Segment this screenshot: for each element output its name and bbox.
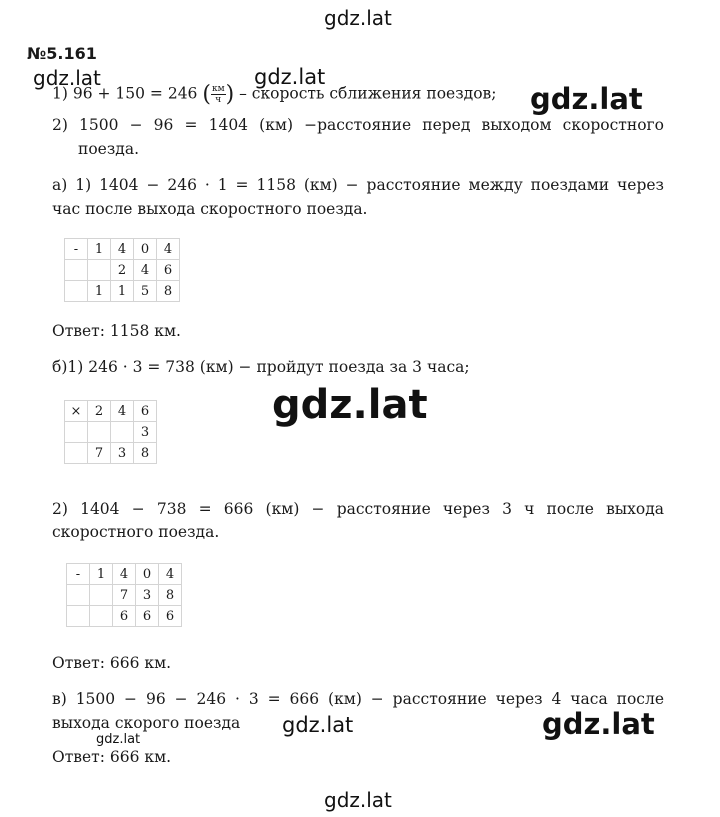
calc-cell: 8 [157, 281, 180, 302]
calc-cell: 3 [134, 422, 157, 443]
part-v-line-2: выхода скорого поезда [52, 714, 241, 732]
calc-cell: 3 [136, 585, 159, 606]
calc-cell [67, 606, 90, 627]
watermark-bottom: gdz.lat [324, 788, 392, 812]
watermark-small-left: gdz.lat [33, 66, 101, 90]
open-paren: ( [202, 82, 211, 107]
calc-cell [90, 606, 113, 627]
table-row [67, 585, 182, 606]
table-row [67, 606, 182, 627]
calc-table-b1 [64, 400, 157, 464]
calc-cell: 6 [134, 401, 157, 422]
calc-cell: - [67, 564, 90, 585]
unit-fraction [211, 84, 226, 105]
step-1-suffix: – скорость сближения поездов; [239, 84, 497, 103]
calc-cell: 1 [111, 281, 134, 302]
table-row [65, 239, 180, 260]
calc-table-a [64, 238, 180, 302]
calc-cell: 3 [111, 443, 134, 464]
watermark-large-right: gdz.lat [530, 82, 643, 116]
calc-cell: 7 [88, 443, 111, 464]
part-a-line-1: а) 1) 1404 − 246 · 1 = 1158 (км) − расстояние между поездами через [52, 176, 664, 194]
table-row [65, 422, 157, 443]
calc-cell: 1 [88, 281, 111, 302]
calc-cell: 8 [159, 585, 182, 606]
step-1 [52, 82, 496, 107]
calc-cell: 0 [136, 564, 159, 585]
watermark-tiny: gdz.lat [96, 732, 141, 747]
calc-cell [65, 260, 88, 281]
table-row [65, 281, 180, 302]
watermark-lower-middle: gdz.lat [282, 713, 354, 737]
calc-cell: 0 [134, 239, 157, 260]
calc-cell: 6 [113, 606, 136, 627]
unit-denominator: ч [215, 95, 222, 105]
calc-cell: 4 [111, 401, 134, 422]
part-b-step-2-line-1: 2) 1404 − 738 = 666 (км) − расстояние через 3 ч после выхода [52, 500, 664, 518]
calc-cell [67, 585, 90, 606]
calc-cell: - [65, 239, 88, 260]
part-a-answer: Ответ: 1158 км. [52, 322, 181, 340]
calc-cell: 6 [136, 606, 159, 627]
calc-cell: 2 [111, 260, 134, 281]
part-b-step-2-line-2: скоростного поезда. [52, 523, 220, 541]
step-2-line-1: 2) 1500 − 96 = 1404 (км) −расстояние перед выходом скоростного [52, 116, 664, 134]
calc-cell: 2 [88, 401, 111, 422]
calc-cell: 4 [157, 239, 180, 260]
calc-cell: 4 [159, 564, 182, 585]
watermark-medium: gdz.lat [254, 65, 326, 89]
part-b-line-1: б)1) 246 · 3 = 738 (км) − пройдут поезда за 3 часа; [52, 358, 470, 376]
calc-cell: 4 [134, 260, 157, 281]
calc-cell: 8 [134, 443, 157, 464]
calc-cell [65, 422, 88, 443]
step-2-line-2: поезда. [78, 140, 140, 158]
calc-cell [111, 422, 134, 443]
calc-cell: 6 [159, 606, 182, 627]
part-v-answer: Ответ: 666 км. [52, 748, 172, 766]
calc-cell [88, 260, 111, 281]
watermark-center-big: gdz.lat [272, 382, 428, 428]
part-v-line-1: в) 1500 − 96 − 246 · 3 = 666 (км) − расстояние через 4 часа после [52, 690, 664, 708]
calc-cell [88, 422, 111, 443]
calc-table-b2 [66, 563, 182, 627]
calc-cell: 1 [88, 239, 111, 260]
calc-cell: 1 [90, 564, 113, 585]
table-row [65, 260, 180, 281]
watermark-lower-right: gdz.lat [542, 707, 655, 741]
problem-number: №5.161 [27, 44, 97, 63]
table-row [67, 564, 182, 585]
unit-numerator: км [211, 84, 225, 94]
calc-cell: 6 [157, 260, 180, 281]
calc-cell: 7 [113, 585, 136, 606]
calc-cell: × [65, 401, 88, 422]
calc-cell [65, 443, 88, 464]
watermark-top: gdz.lat [324, 6, 392, 30]
calc-cell [65, 281, 88, 302]
calc-cell [90, 585, 113, 606]
part-b-answer: Ответ: 666 км. [52, 654, 172, 672]
calc-cell: 5 [134, 281, 157, 302]
calc-cell: 4 [111, 239, 134, 260]
close-paren: ) [225, 82, 235, 107]
table-row [65, 443, 157, 464]
step-1-prefix: 1) 96 + 150 = 246 [52, 84, 198, 103]
table-row [65, 401, 157, 422]
calc-cell: 4 [113, 564, 136, 585]
part-a-line-2: час после выхода скоростного поезда. [52, 200, 368, 218]
